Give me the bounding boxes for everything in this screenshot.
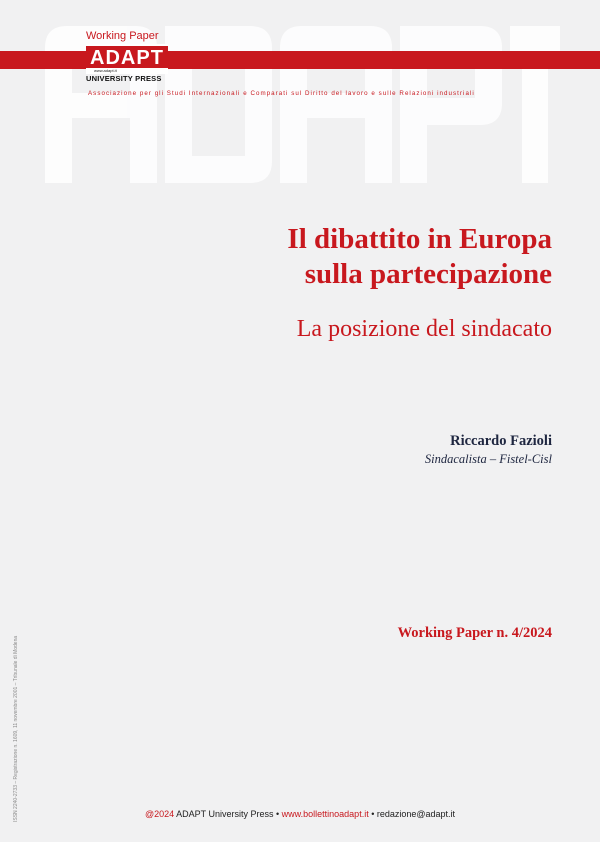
logo-box (86, 44, 168, 74)
title-line-1: Il dibattito in Europa (287, 223, 552, 255)
issn-side-note: ISSN 2240-2733 – Registrazione n. 1609, 11 novembre 2001 – Tribunale di Modena (13, 635, 19, 822)
association-line: Associazione per gli Studi Internazionali e Comparati sul Diritto del lavoro e sulle Relazioni industriali (88, 90, 475, 97)
logo-site: www.adapt.it (94, 68, 117, 73)
title-line-2: sulla partecipazione (304, 258, 552, 290)
paper-title (287, 222, 552, 292)
footer (0, 809, 600, 819)
footer-press: ADAPT University Press • (174, 809, 282, 819)
paper-subtitle: La posizione del sindacato (296, 316, 552, 342)
adapt-logo (86, 30, 174, 83)
working-paper-number: Working Paper n. 4/2024 (397, 625, 552, 641)
working-paper-label: Working Paper (86, 30, 159, 42)
logo-text: ADAPT (90, 47, 164, 68)
footer-website-link[interactable]: www.bollettinoadapt.it (281, 809, 369, 819)
footer-copyright: @2024 (144, 809, 175, 819)
adapt-logo-mark (86, 46, 168, 68)
logo-press: UNIVERSITY PRESS (86, 74, 162, 83)
footer-email-link[interactable]: redazione@adapt.it (376, 809, 456, 819)
author-name: Riccardo Fazioli (450, 433, 552, 449)
author-role: Sindacalista – Fistel-Cisl (424, 452, 552, 466)
footer-separator: • (368, 809, 377, 819)
